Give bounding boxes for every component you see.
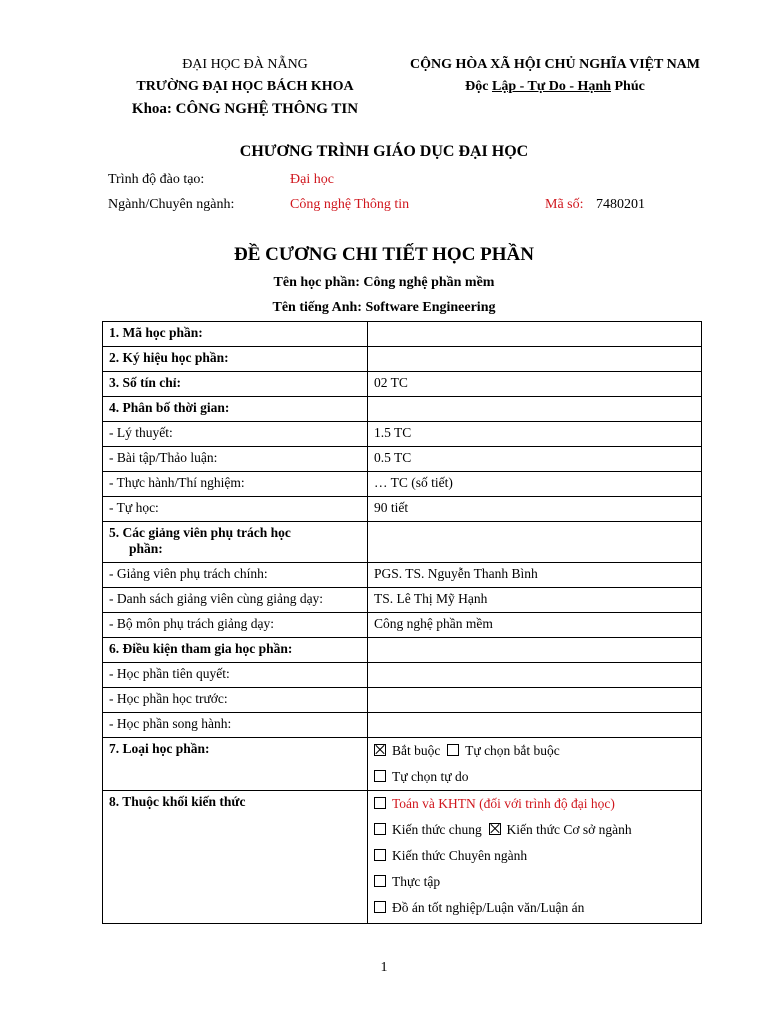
foundation-knowledge-checkbox[interactable] xyxy=(489,823,501,835)
row-label: - Bộ môn phụ trách giảng dạy: xyxy=(103,613,368,638)
table-row xyxy=(103,713,702,738)
knowledge-line-1 xyxy=(374,791,695,817)
row-value xyxy=(368,638,702,663)
row-label: - Bài tập/Thảo luận: xyxy=(103,447,368,472)
course-name: Tên học phần: Công nghệ phần mềm xyxy=(273,275,495,290)
row-value xyxy=(368,522,702,563)
knowledge-block-options xyxy=(368,791,702,924)
table-row xyxy=(103,563,702,588)
level-label: Trình độ đào tạo: xyxy=(108,172,205,187)
foundation-knowledge-label: Kiến thức Cơ sở ngành xyxy=(506,822,632,837)
school-name: TRƯỜNG ĐẠI HỌC BÁCH KHOA xyxy=(136,79,354,94)
row-value xyxy=(368,663,702,688)
row-label: 8. Thuộc khối kiến thức xyxy=(103,791,368,924)
free-elective-checkbox[interactable] xyxy=(374,770,386,782)
math-science-label: Toán và KHTN (đối với trình độ đại học) xyxy=(392,796,615,811)
row-label: - Lý thuyết: xyxy=(103,422,368,447)
row-label: - Danh sách giảng viên cùng giảng dạy: xyxy=(103,588,368,613)
thesis-checkbox[interactable] xyxy=(374,901,386,913)
course-type-options xyxy=(368,738,702,791)
table-row xyxy=(103,497,702,522)
row-value: 1.5 TC xyxy=(368,422,702,447)
table-row xyxy=(103,738,702,791)
row-label: 2. Ký hiệu học phần: xyxy=(103,347,368,372)
row-label: - Tự học: xyxy=(103,497,368,522)
row-value: 02 TC xyxy=(368,372,702,397)
table-row xyxy=(103,372,702,397)
row-value xyxy=(368,713,702,738)
row-label: 4. Phân bố thời gian: xyxy=(103,397,368,422)
elective-required-label: Tự chọn bắt buộc xyxy=(465,743,560,758)
table-row xyxy=(103,472,702,497)
table-row xyxy=(103,688,702,713)
program-title: CHƯƠNG TRÌNH GIÁO DỤC ĐẠI HỌC xyxy=(239,143,529,160)
course-type-line-1 xyxy=(374,738,695,764)
page-number: 1 xyxy=(380,960,388,975)
mandatory-label: Bắt buộc xyxy=(392,743,441,758)
row-label: - Học phần học trước: xyxy=(103,688,368,713)
university-header xyxy=(100,54,390,120)
row-label: - Thực hành/Thí nghiệm: xyxy=(103,472,368,497)
elective-required-checkbox[interactable] xyxy=(447,744,459,756)
specialized-knowledge-checkbox[interactable] xyxy=(374,849,386,861)
motto-part-2: Lập - Tự Do - Hạnh xyxy=(491,79,611,94)
national-header xyxy=(380,54,730,98)
level-value: Đại học xyxy=(290,172,334,187)
table-row xyxy=(103,791,702,924)
row-label: 7. Loại học phần: xyxy=(103,738,368,791)
syllabus-title: ĐỀ CƯƠNG CHI TIẾT HỌC PHẦN xyxy=(234,244,534,265)
general-knowledge-checkbox[interactable] xyxy=(374,823,386,835)
syllabus-table xyxy=(102,321,702,924)
row-label: 1. Mã học phần: xyxy=(103,322,368,347)
national-motto xyxy=(380,76,730,98)
specialized-knowledge-label: Kiến thức Chuyên ngành xyxy=(392,848,528,863)
major-label: Ngành/Chuyên ngành: xyxy=(108,197,235,212)
mandatory-checkbox[interactable] xyxy=(374,744,386,756)
internship-checkbox[interactable] xyxy=(374,875,386,887)
row-value: 0.5 TC xyxy=(368,447,702,472)
knowledge-line-5 xyxy=(374,895,695,921)
row-value: 90 tiết xyxy=(368,497,702,522)
university-name: ĐẠI HỌC ĐÀ NẴNG xyxy=(182,57,308,72)
row-label: - Học phần tiên quyết: xyxy=(103,663,368,688)
row-value: Công nghệ phần mềm xyxy=(368,613,702,638)
row-value xyxy=(368,397,702,422)
national-title: CỘNG HÒA XÃ HỘI CHỦ NGHĨA VIỆT NAM xyxy=(409,57,700,72)
thesis-label: Đồ án tốt nghiệp/Luận văn/Luận án xyxy=(392,900,585,915)
table-row xyxy=(103,322,702,347)
lecturers-heading-line-1: 5. Các giảng viên phụ trách học xyxy=(109,525,291,540)
motto-part-3: Phúc xyxy=(614,79,645,94)
row-label: 3. Số tín chỉ: xyxy=(103,372,368,397)
row-label: - Học phần song hành: xyxy=(103,713,368,738)
english-name: Tên tiếng Anh: Software Engineering xyxy=(272,300,496,315)
table-row xyxy=(103,613,702,638)
math-science-checkbox[interactable] xyxy=(374,797,386,809)
row-value xyxy=(368,688,702,713)
major-value: Công nghệ Thông tin xyxy=(290,197,410,212)
row-value: TS. Lê Thị Mỹ Hạnh xyxy=(368,588,702,613)
general-knowledge-label: Kiến thức chung xyxy=(392,822,482,837)
free-elective-label: Tự chọn tự do xyxy=(392,769,469,784)
code-value: 7480201 xyxy=(596,197,645,212)
internship-label: Thực tập xyxy=(392,874,441,889)
row-label: 6. Điều kiện tham gia học phần: xyxy=(103,638,368,663)
row-value: PGS. TS. Nguyễn Thanh Bình xyxy=(368,563,702,588)
table-row xyxy=(103,447,702,472)
row-label: - Giảng viên phụ trách chính: xyxy=(103,563,368,588)
motto-part-1: Độc xyxy=(465,79,489,94)
knowledge-line-2 xyxy=(374,817,695,843)
row-value xyxy=(368,322,702,347)
table-row xyxy=(103,638,702,663)
code-label: Mã số: xyxy=(545,197,584,212)
row-value xyxy=(368,347,702,372)
table-row xyxy=(103,588,702,613)
knowledge-line-4 xyxy=(374,869,695,895)
table-row xyxy=(103,663,702,688)
faculty-name: Khoa: CÔNG NGHỆ THÔNG TIN xyxy=(131,101,359,117)
lecturers-heading-line-2: phần: xyxy=(129,541,163,556)
row-label xyxy=(103,522,368,563)
table-row xyxy=(103,347,702,372)
course-type-line-2 xyxy=(374,764,695,790)
row-value: … TC (số tiết) xyxy=(368,472,702,497)
table-row xyxy=(103,397,702,422)
table-row xyxy=(103,422,702,447)
table-row xyxy=(103,522,702,563)
knowledge-line-3 xyxy=(374,843,695,869)
